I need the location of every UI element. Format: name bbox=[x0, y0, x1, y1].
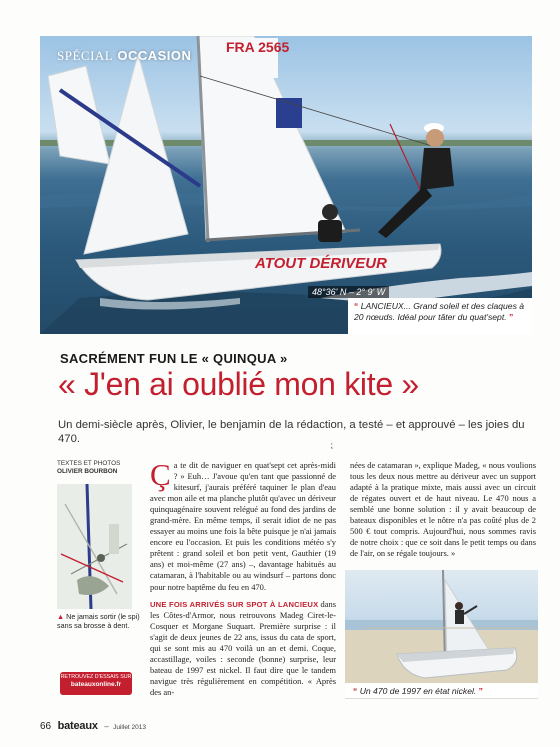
jib-left bbox=[48, 66, 110, 164]
byline bbox=[57, 460, 120, 476]
beach-caption-text: Un 470 de 1997 en état nickel. bbox=[359, 686, 477, 696]
article-kicker: SACRÉMENT FUN LE « QUINQUA » bbox=[60, 351, 288, 366]
beach-photo-caption bbox=[345, 684, 538, 699]
sheet-line bbox=[390, 124, 424, 198]
side-photo-caption bbox=[57, 612, 145, 630]
byline-author: OLIVIER BOURBON bbox=[57, 468, 118, 475]
section-kicker-part1: SPÉCIAL bbox=[57, 48, 114, 63]
section-kicker bbox=[57, 48, 191, 64]
section-kicker-part2: OCCASION bbox=[117, 48, 192, 63]
rigging-illustration bbox=[57, 484, 132, 609]
caption-arrow-icon: ▲ bbox=[57, 612, 65, 621]
paragraph-intro-text: a te dit de naviguer en quat'sept cet après-midi ? » Euh… J'avoue qu'en tant que passionné de kitesurf, j'aurais préféré taquiner le plan d'eau avec mon aile et ma planche plutôt qu'avec un dériveur quinquagénaire souvent relégué au fond des jardins de grand-mère. En même temps, il serait idiot de ne pas essayer au moins une fois la bête puisque je n'ai jamais encore eu l'occasion. Et puis les conditions météo s'y prêtent : grand soleil et bon petit vent, Gauthier (19 ans) et moi-même (27 ans) –, davantage habitués au catamaran, à l'habitable ou au windsurf – partons donc pour notre baptême du feu en 470. bbox=[150, 460, 336, 592]
quote-open-icon: “ bbox=[353, 686, 358, 696]
dropcap: Ç bbox=[150, 457, 171, 492]
paragraph-madeg-quote: nées de catamaran », explique Madeg, « nous voulions tous les deux nous mettre au dériveur avec un support adapté à la pratique mixte, mais aussi avec un circuit de régates ouvert et de haut niveau. Le 470 nous a semblé une bonne solution : il y avait beaucoup de bateaux disponibles et le nôtre n'a pas coûté plus de 2 500 € tout compris. Aujourd'hui, nous sommes ravis de notre choix : que ce soit dans le petit temps ou dans de l'air, on se régale toujours. » bbox=[350, 460, 536, 559]
issue-date: Juillet 2013 bbox=[113, 724, 147, 731]
article-column-1 bbox=[150, 457, 336, 698]
paragraph-lancieux-text: dans les Côtes-d'Armor, nous retrouvons Madeg Ciret-le-Cosquer et Morgane Suquart. Première surprise : il s'agit de deux jeunes de 22 ans, issus du cata de sport, qui se sont mis au 470 voilà un an et demi. Coque, accastillage, voiles : seconde (bonne) surprise, leur bateau de 1997 est nickel. Il faut dire que le tandem navigue très régulièrement en compétition. « Après des an- bbox=[150, 598, 336, 697]
quote-close-icon: ” bbox=[478, 686, 483, 696]
sailboat-illustration bbox=[40, 36, 532, 334]
hero-caption bbox=[348, 298, 532, 334]
online-tests-badge[interactable] bbox=[60, 672, 132, 695]
hero-photo bbox=[40, 36, 532, 334]
beached-boat-illustration bbox=[345, 570, 538, 683]
page-number: 66 bbox=[40, 721, 52, 732]
side-photo bbox=[57, 484, 132, 609]
sail-number: FRA 2565 bbox=[226, 39, 290, 55]
crew-trapeze-legs bbox=[378, 186, 432, 238]
article-column-2 bbox=[350, 460, 536, 559]
paragraph-intro bbox=[150, 457, 336, 593]
hero-caption-text: LANCIEUX... Grand soleil et des claques à 20 nœuds. Idéal pour tâter du quat'sept. bbox=[354, 301, 525, 322]
byline-label: TEXTES ET PHOTOS bbox=[57, 460, 121, 467]
hull-name: ATOUT DÉRIVEUR bbox=[255, 255, 387, 272]
badge-line1: RETROUVEZ D'ESSAIS SUR bbox=[60, 674, 132, 680]
badge-website-link[interactable]: bateauxonline.fr bbox=[70, 681, 122, 688]
gps-coordinates: 48°36' N – 2° 9' W bbox=[308, 286, 389, 298]
article-standfirst: Un demi-siècle après, Olivier, le benjamin de la rédaction, a testé – et approuvé – les joies du 470. bbox=[58, 419, 525, 445]
page-folio bbox=[40, 716, 146, 734]
folio-separator: – bbox=[104, 722, 109, 731]
quote-open-icon: “ bbox=[354, 301, 359, 311]
paragraph-lead-in: UNE FOIS ARRIVÉS SUR SPOT À LANCIEUX bbox=[150, 599, 319, 609]
decorative-mark: ⁏ bbox=[330, 440, 334, 450]
paragraph-lancieux bbox=[150, 599, 336, 698]
magazine-name: bateaux bbox=[57, 720, 98, 732]
quote-close-icon: ” bbox=[509, 312, 514, 322]
crew-trapeze-torso bbox=[420, 148, 454, 190]
beach-photo bbox=[345, 570, 538, 683]
side-caption-text: Ne jamais sortir (le spi) sans sa brosse à dent. bbox=[57, 612, 140, 630]
crew-trapeze-head bbox=[426, 129, 444, 147]
crew-helm-head bbox=[322, 204, 338, 220]
article-title: « J'en ai oublié mon kite » bbox=[58, 366, 419, 402]
crew-helm-body bbox=[318, 220, 342, 242]
